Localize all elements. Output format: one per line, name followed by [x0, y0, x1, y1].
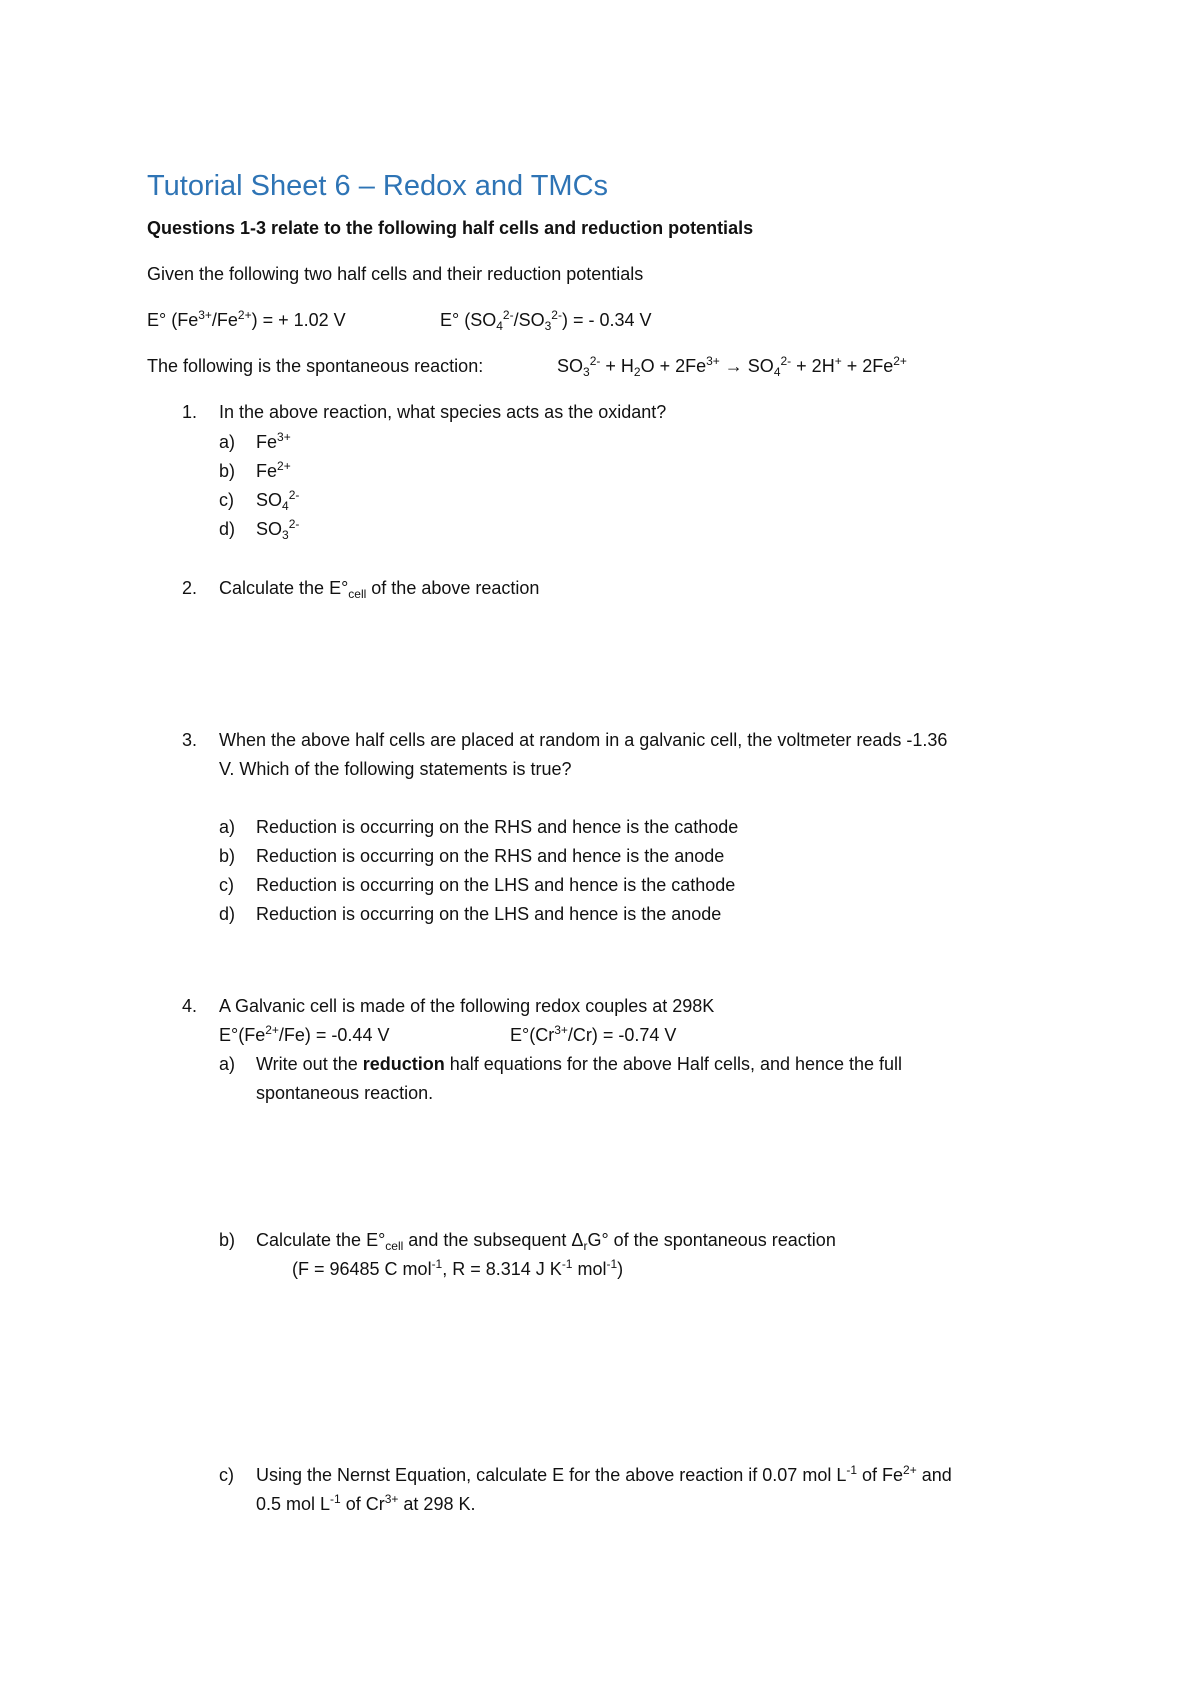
- q4b-constants: (F = 96485 C mol$^{-1}$, R = 8.314 J $K^{-1}$ mol$^{-1}$): [292, 1257, 624, 1279]
- q3-option-d: Reduction is occurring on the LHS and hence is the anode: [256, 904, 722, 924]
- spontaneous-reaction: $SO_3^{2-} + H_2O + 2Fe^{3+} \to SO_4^{2-} + 2H^+ + 2Fe^{2+}$: [557, 354, 907, 379]
- q1-option-b-letter: b): [219, 461, 236, 481]
- q4-potential-fe: $E^\circ(Fe^{2+}/Fe) = -0.44$ V: [219, 1023, 390, 1045]
- q3-option-b-letter: b): [219, 846, 236, 866]
- q4-text: A Galvanic cell is made of the following redox couples at 298K: [219, 996, 715, 1016]
- q1-text: In the above reaction, what species acts as the oxidant?: [219, 402, 667, 422]
- q4a-line1: [256, 1052, 902, 1076]
- q3-number: 3.: [182, 730, 198, 750]
- q4a-line1-pre: Write out the: [256, 1054, 358, 1074]
- q4c-letter: c): [219, 1465, 234, 1485]
- q3-option-c-letter: c): [219, 875, 234, 895]
- q4a-line1-bold: reduction: [362, 1054, 445, 1074]
- q4a-line1-post: half equations for the above Half cells, and hence the full: [449, 1054, 903, 1074]
- q3-text-line1: When the above half cells are placed at random in a galvanic cell, the voltmeter reads -1.36: [219, 730, 948, 750]
- q1-option-a-letter: a): [219, 432, 236, 452]
- q1-number: 1.: [182, 402, 198, 422]
- q3-option-c: Reduction is occurring on the LHS and hence is the cathode: [256, 875, 736, 895]
- q4a-letter: a): [219, 1054, 236, 1074]
- potential-fe: E° $(Fe^{3+}/Fe^{2+})$ = + 1.02 V: [147, 308, 346, 330]
- q4-potential-cr: $E^\circ(Cr^{3+}/Cr) = -0.74$ V: [510, 1023, 677, 1045]
- q3-option-a: Reduction is occurring on the RHS and hence is the cathode: [256, 817, 739, 837]
- q1-option-d: $SO_3^{2-}$: [256, 517, 300, 542]
- q3-text-line2: V. Which of the following statements is true?: [219, 759, 572, 779]
- q4-number: 4.: [182, 996, 198, 1016]
- q3-option-d-letter: d): [219, 904, 236, 924]
- q1-option-d-letter: d): [219, 519, 236, 539]
- reaction-label: The following is the spontaneous reaction:: [147, 356, 484, 376]
- q1-option-c-letter: c): [219, 490, 234, 510]
- q4b-letter: b): [219, 1230, 236, 1250]
- q4a-line2: spontaneous reaction.: [256, 1083, 434, 1103]
- q2-number: 2.: [182, 578, 198, 598]
- page-title: Tutorial Sheet 6 – Redox and TMCs: [147, 170, 609, 202]
- q3-option-a-letter: a): [219, 817, 236, 837]
- q1-option-c: $SO_4^{2-}$: [256, 488, 300, 513]
- q3-option-b: Reduction is occurring on the RHS and hence is the anode: [256, 846, 725, 866]
- intro-heading: Questions 1-3 relate to the following half cells and reduction potentials: [147, 218, 754, 238]
- q4c-line1: Using the Nernst Equation, calculate E for the above reaction if 0.07 mol $L^{-1}$ of $Fe^{2+}$ and: [256, 1463, 952, 1485]
- q1-option-a: $Fe^{3+}$: [256, 430, 291, 452]
- q2-text: Calculate the $E^\circ_{cell}$ of the above reaction: [219, 578, 540, 601]
- potential-so4: E° $(SO_4^{2-}/SO_3^{2-})$ = - 0.34 V: [440, 308, 652, 333]
- q4b-line1: Calculate the $E^\circ_{cell}$ and the subsequent $\Delta_rG^\circ$ of the spontaneous reaction: [256, 1230, 836, 1253]
- q1-option-b: $Fe^{2+}$: [256, 459, 291, 481]
- intro-given: Given the following two half cells and their reduction potentials: [147, 264, 644, 284]
- q4c-line2: 0.5 mol $L^{-1}$ of $Cr^{3+}$ at 298 K.: [256, 1492, 476, 1514]
